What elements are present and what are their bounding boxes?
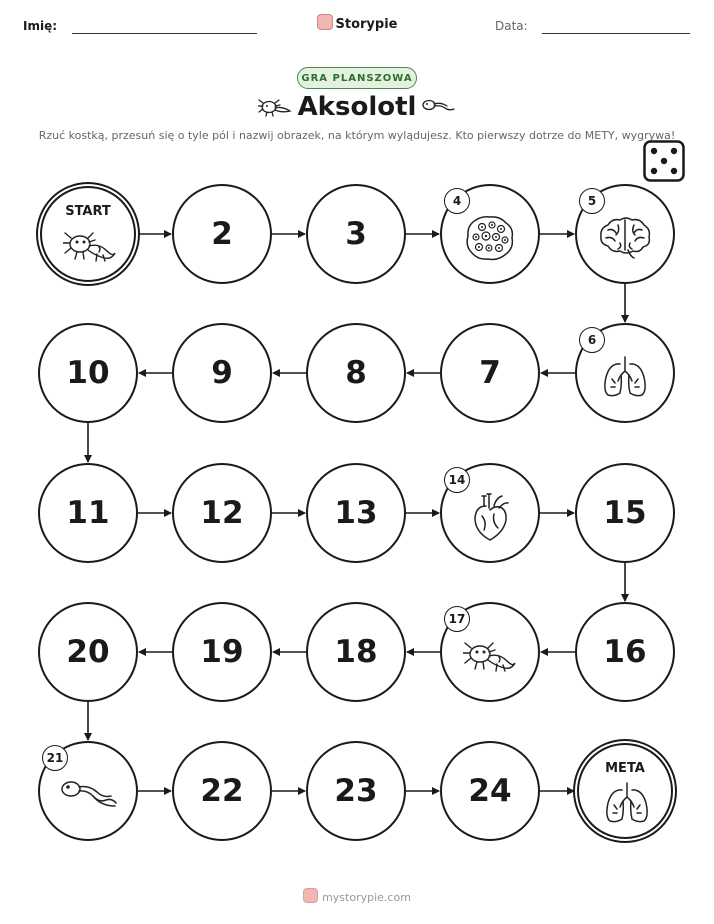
space-number-badge: 6 (579, 327, 605, 353)
page-title: Aksolotl (297, 92, 417, 122)
board-space-10 (38, 323, 138, 423)
date-label: Data: (495, 19, 528, 33)
space-number: 3 (345, 216, 367, 252)
space-number-badge: 21 (42, 745, 68, 771)
board-space-6 (575, 323, 675, 423)
board-space-12 (172, 463, 272, 563)
space-number: 22 (200, 773, 244, 809)
heart-icon (470, 492, 510, 542)
space-number-badge: 14 (444, 467, 470, 493)
space-number: 18 (334, 634, 378, 670)
space-number: 7 (479, 355, 501, 391)
space-number: 23 (334, 773, 378, 809)
board-space-9 (172, 323, 272, 423)
space-number-badge: 17 (444, 606, 470, 632)
space-number: 24 (468, 773, 512, 809)
board-space-17 (440, 602, 540, 702)
board-space-16 (575, 602, 675, 702)
space-number: 8 (345, 355, 367, 391)
board-space-20 (38, 602, 138, 702)
board-space-21 (38, 741, 138, 841)
board-space-8 (306, 323, 406, 423)
board-space-2 (172, 184, 272, 284)
instructions: Rzuć kostką, przesuń się o tyle pól i nazwij obrazek, na którym wylądujesz. Kto pierwszy dotrze do METY, wygrywa! (38, 129, 676, 142)
space-number: 12 (200, 495, 244, 531)
axolotl-icon (463, 637, 517, 675)
space-number: 2 (211, 216, 233, 252)
space-number-badge: 5 (579, 188, 605, 214)
name-label: Imię: (23, 19, 58, 33)
start-space (40, 186, 136, 282)
space-number: 19 (200, 634, 244, 670)
board-space-15 (575, 463, 675, 563)
space-number-badge: 4 (444, 188, 470, 214)
space-number: 15 (603, 495, 647, 531)
board-space-5 (575, 184, 675, 284)
brain-icon (598, 216, 652, 260)
finish-label: META (605, 761, 645, 776)
eggs-icon (464, 214, 516, 262)
axolotl-icon (63, 227, 117, 265)
space-number: 13 (334, 495, 378, 531)
brand-name: Storypie (335, 17, 398, 32)
lungs-icon (602, 355, 648, 399)
board-space-11 (38, 463, 138, 563)
start-label: START (65, 204, 111, 219)
tadpole-icon (59, 778, 117, 812)
board-space-3 (306, 184, 406, 284)
board-space-14 (440, 463, 540, 563)
board-space-22 (172, 741, 272, 841)
space-number: 16 (603, 634, 647, 670)
category-badge: GRA PLANSZOWA (297, 67, 417, 89)
board-space-7 (440, 323, 540, 423)
finish-space (577, 743, 673, 839)
board-space-24 (440, 741, 540, 841)
footer (0, 888, 714, 904)
space-number: 10 (66, 355, 110, 391)
board-space-19 (172, 602, 272, 702)
board-space-18 (306, 602, 406, 702)
lungs-icon (604, 781, 650, 825)
board-space-4 (440, 184, 540, 284)
space-number: 11 (66, 495, 110, 531)
space-number: 20 (66, 634, 110, 670)
space-number: 9 (211, 355, 233, 391)
footer-url: mystorypie.com (322, 891, 411, 904)
board-space-13 (306, 463, 406, 563)
footer-logo-icon (303, 888, 318, 903)
board-space-23 (306, 741, 406, 841)
